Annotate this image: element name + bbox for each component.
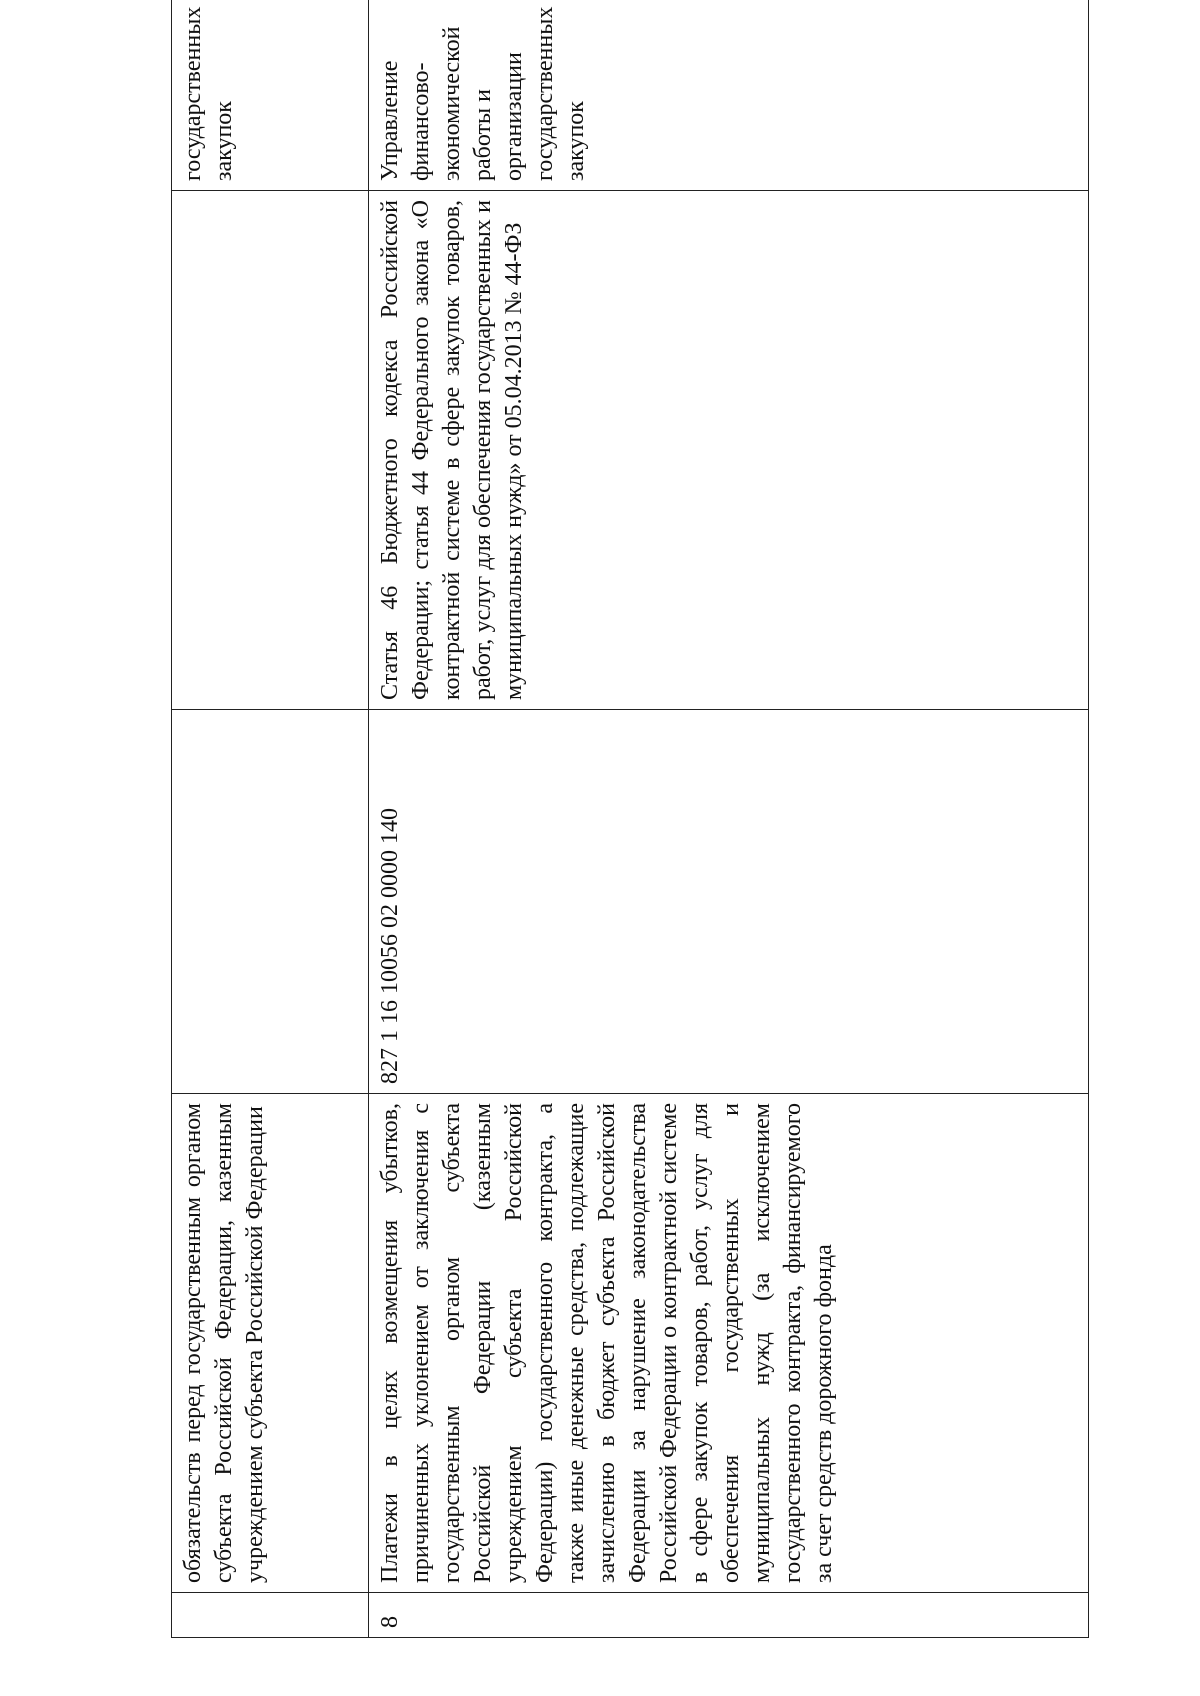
table-row: [369, 0, 1089, 1638]
revenue-description-cell: обязательств перед государственным органом субъекта Российской Федерации, казенным учреждением субъекта Российской Федерации: [172, 1094, 369, 1593]
budget-code-cell: [172, 710, 369, 1094]
legal-basis-cell: Статья 46 Бюджетного кодекса Российской Федерации; статья 44 Федерального закона «О контрактной системе в сфере закупок товаров, работ, услуг для обеспечения государственных и муниципальных нужд» от 05.04.2013 № 44-ФЗ: [369, 191, 1089, 710]
legal-basis-cell: [172, 191, 369, 710]
budget-code-cell: 827 1 16 10056 02 0000 140: [369, 710, 1089, 1094]
rotated-table-container: [171, 6, 1088, 1638]
revenue-description-cell: Платежи в целях возмещения убытков, причиненных уклонением от заключения с государственным органом субъекта Российской Федерации (казенным учреждением субъекта Российской Федерации) государственного контракта, а также иные денежные средства, подлежащие зачислению в бюджет субъекта Российской Федерации за нарушение законодательства Российской Федерации о контрактной системе в сфере закупок товаров, работ, услуг для обеспечения государственных и муниципальных нужд (за исключением государственного контракта, финансируемого за счет средств дорожного фонда: [369, 1094, 1089, 1593]
row-number-cell: [172, 1593, 369, 1638]
administrator-cell: Управление финансово-экономической работы и организации государственных закупок: [369, 0, 1089, 191]
revenue-classification-table: [171, 0, 1089, 1638]
table-row: [172, 0, 369, 1638]
row-number-cell: 8: [369, 1593, 1089, 1638]
administrator-cell: государственных закупок: [172, 0, 369, 191]
